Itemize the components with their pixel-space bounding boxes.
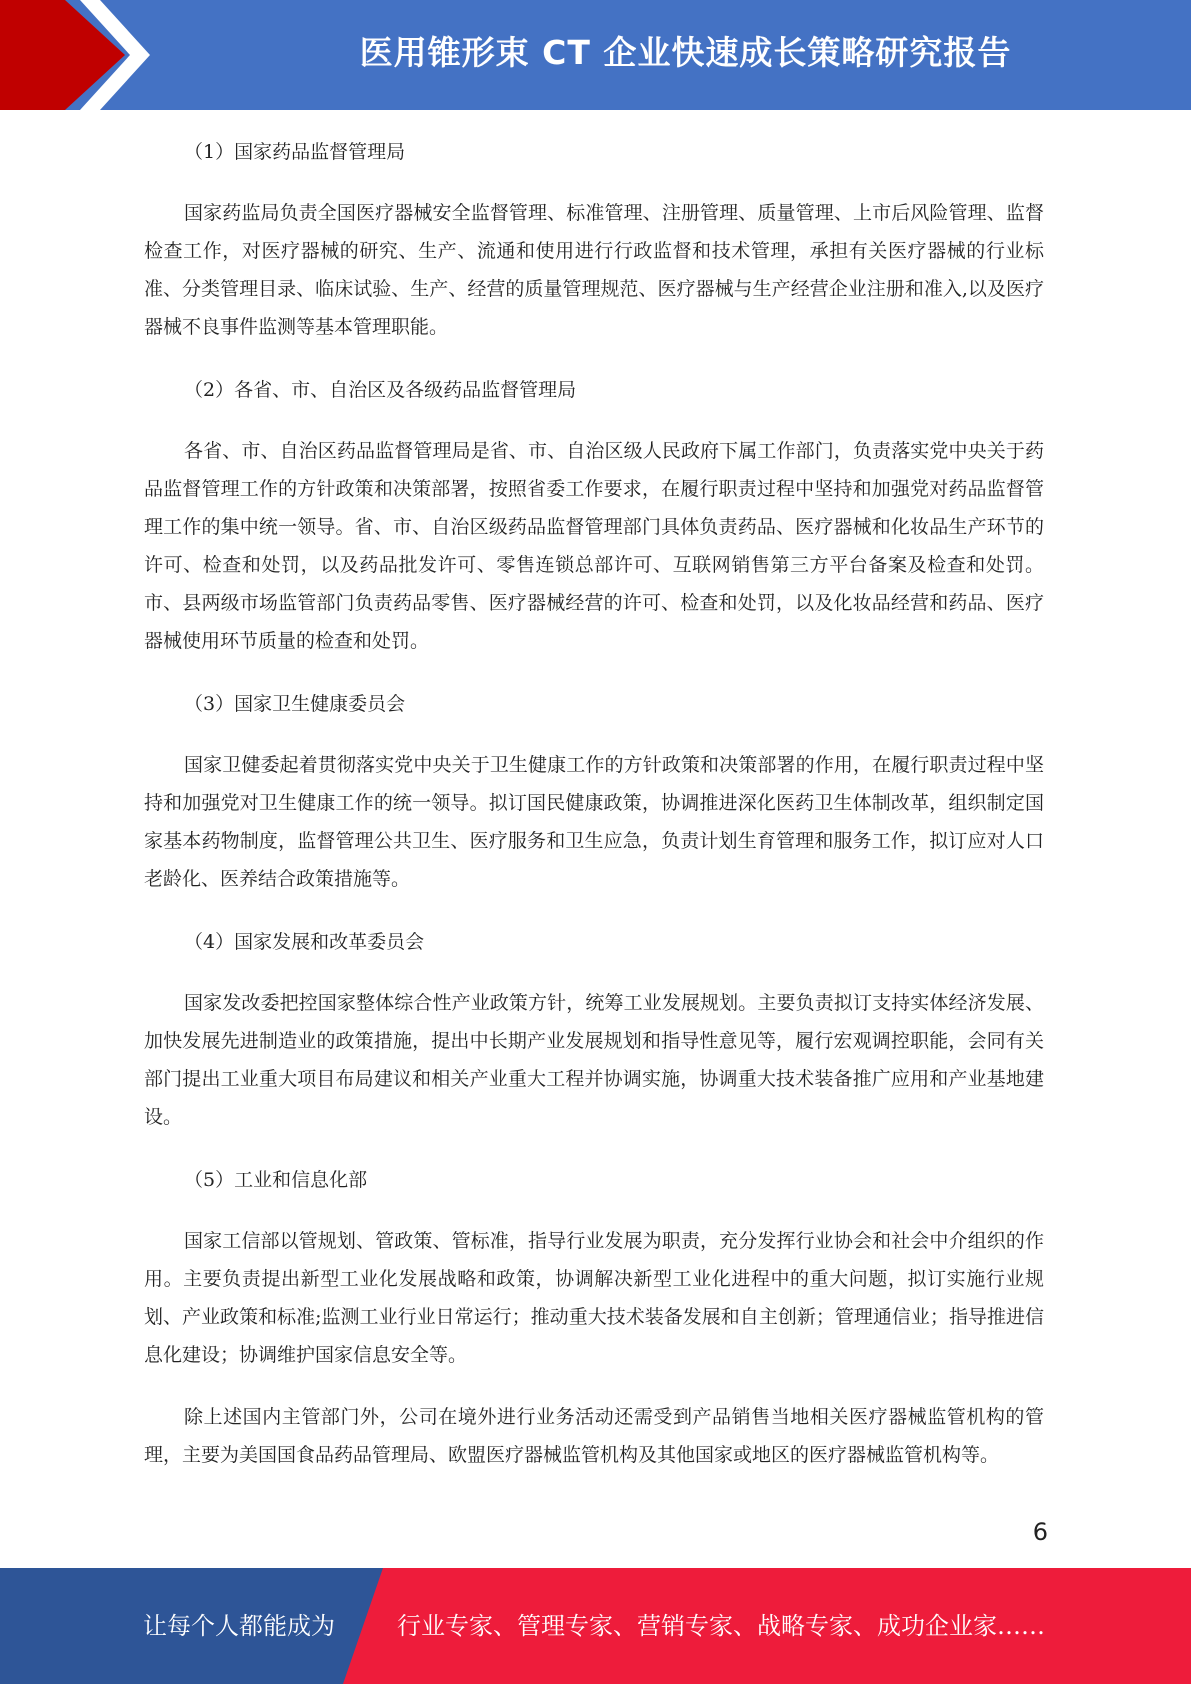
section-paragraph: 国家卫健委起着贯彻落实党中央关于卫生健康工作的方针政策和决策部署的作用，在履行职责过程中坚持和加强党对卫生健康工作的统一领导。拟订国民健康政策，协调推进深化医药卫生体制改革，组织制定国家基本药物制度，监督管理公共卫生、医疗服务和卫生应急，负责计划生育管理和服务工作，拟订应对人口老龄化、医养结合政策措施等。 — [144, 754, 1044, 890]
closing-paragraph: 除上述国内主管部门外，公司在境外进行业务活动还需受到产品销售当地相关医疗器械监管机构的管理，主要为美国国食品药品管理局、欧盟医疗器械监管机构及其他国家或地区的医疗器械监管机构等。 — [144, 1406, 1044, 1466]
section-heading: （2）各省、市、自治区及各级药品监督管理局 — [184, 379, 577, 401]
section-heading: （1）国家药品监督管理局 — [184, 141, 406, 163]
document-body — [144, 132, 1044, 1474]
report-title: 医用锥形束 CT 企业快速成长策略研究报告 — [359, 33, 1012, 72]
section-paragraph: 各省、市、自治区药品监督管理局是省、市、自治区级人民政府下属工作部门，负责落实党中央关于药品监督管理工作的方针政策和决策部署，按照省委工作要求，在履行职责过程中坚持和加强党对药品监督管理工作的集中统一领导。省、市、自治区级药品监督管理部门具体负责药品、医疗器械和化妆品生产环节的许可、检查和处罚，以及药品批发许可、零售连锁总部许可、互联网销售第三方平台备案及检查和处罚。市、县两级市场监管部门负责药品零售、医疗器械经营的许可、检查和处罚，以及化妆品经营和药品、医疗器械使用环节质量的检查和处罚。 — [144, 440, 1044, 652]
section-heading: （5）工业和信息化部 — [184, 1169, 368, 1191]
section-paragraph: 国家药监局负责全国医疗器械安全监督管理、标准管理、注册管理、质量管理、上市后风险管理、监督检查工作，对医疗器械的研究、生产、流通和使用进行行政监督和技术管理，承担有关医疗器械的行业标准、分类管理目录、临床试验、生产、经营的质量管理规范、医疗器械与生产经营企业注册和准入,以及医疗器械不良事件监测等基本管理职能。 — [144, 202, 1044, 338]
header-banner — [0, 0, 1191, 110]
footer-slogan-right: 行业专家、管理专家、营销专家、战略专家、成功企业家…… — [397, 1612, 1045, 1640]
section-heading: （3）国家卫生健康委员会 — [184, 693, 406, 715]
section-paragraph: 国家发改委把控国家整体综合性产业政策方针，统筹工业发展规划。主要负责拟订支持实体经济发展、加快发展先进制造业的政策措施，提出中长期产业发展规划和指导性意见等，履行宏观调控职能，会同有关部门提出工业重大项目布局建议和相关产业重大工程并协调实施，协调重大技术装备推广应用和产业基地建设。 — [144, 992, 1044, 1128]
section-paragraph: 国家工信部以管规划、管政策、管标准，指导行业发展为职责，充分发挥行业协会和社会中介组织的作用。主要负责提出新型工业化发展战略和政策，协调解决新型工业化进程中的重大问题，拟订实施行业规划、产业政策和标准;监测工业行业日常运行；推动重大技术装备发展和自主创新；管理通信业；指导推进信息化建设；协调维护国家信息安全等。 — [144, 1230, 1044, 1366]
footer-banner — [0, 1568, 1191, 1684]
footer-slogan-left: 让每个人都能成为 — [143, 1612, 335, 1640]
page-number: 6 — [1032, 1518, 1048, 1546]
section-heading: （4）国家发展和改革委员会 — [184, 931, 425, 953]
